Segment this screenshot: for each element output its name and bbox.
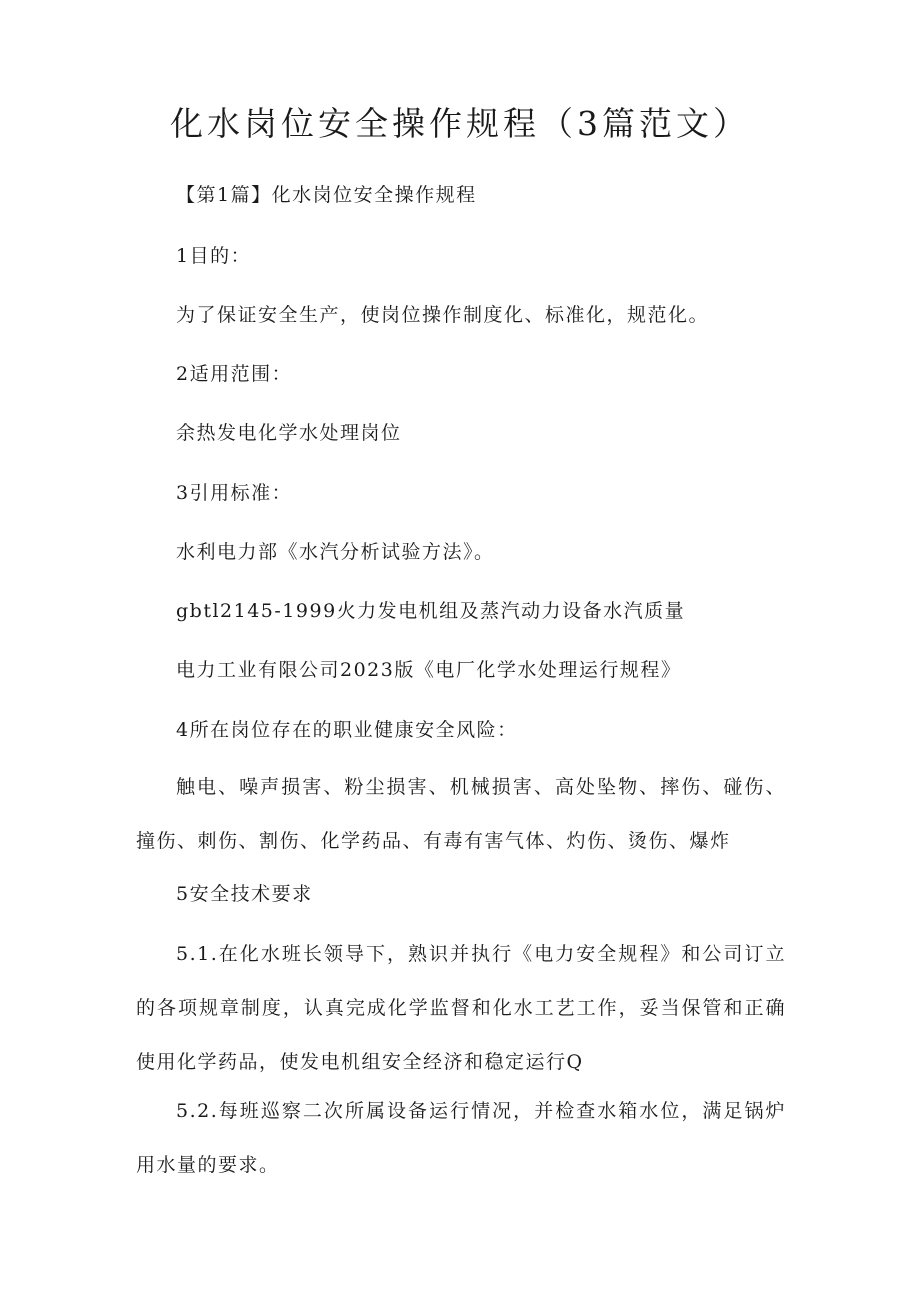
section-4-heading: 4所在岗位存在的职业健康安全风险： [176,719,518,741]
section-3-heading: 3引用标准： [176,482,293,504]
section-5-1-text: 5.1.在化水班长领导下，熟识并执行《电力安全规程》和公司订立的各项规章制度，认真完成化学监督和化水工艺工作，妥当保管和正确使用化学药品，使发电机组安全经济和稳定运行Q [136,943,786,1073]
section-3-reference-3: 电力工业有限公司2023版《电厂化学水处理运行规程》 [176,659,682,681]
section-3-reference-2: gbtl2145-1999火力发电机组及蒸汽动力设备水汽质量 [176,600,686,622]
part-heading: 【第1篇】化水岗位安全操作规程 [176,184,477,206]
document-title: 化水岗位安全操作规程（3篇范文） [170,104,750,143]
section-2-text: 余热发电化学水处理岗位 [176,422,402,444]
section-1-heading: 1目的： [176,245,252,267]
section-2-heading: 2适用范围： [176,363,293,385]
section-5-heading: 5安全技术要求 [176,883,313,905]
section-3-reference-1: 水利电力部《水汽分析试验方法》。 [176,541,495,563]
section-4-text: 触电、噪声损害、粉尘损害、机械损害、高处坠物、摔伤、碰伤、撞伤、刺伤、割伤、化学药品、有毒有害气体、灼伤、烫伤、爆炸 [136,776,786,852]
section-5-2-text: 5.2.每班巡察二次所属设备运行情况，并检查水箱水位，满足锅炉用水量的要求。 [136,1100,786,1176]
section-1-text: 为了保证安全生产，使岗位操作制度化、标准化，规范化。 [176,304,710,326]
